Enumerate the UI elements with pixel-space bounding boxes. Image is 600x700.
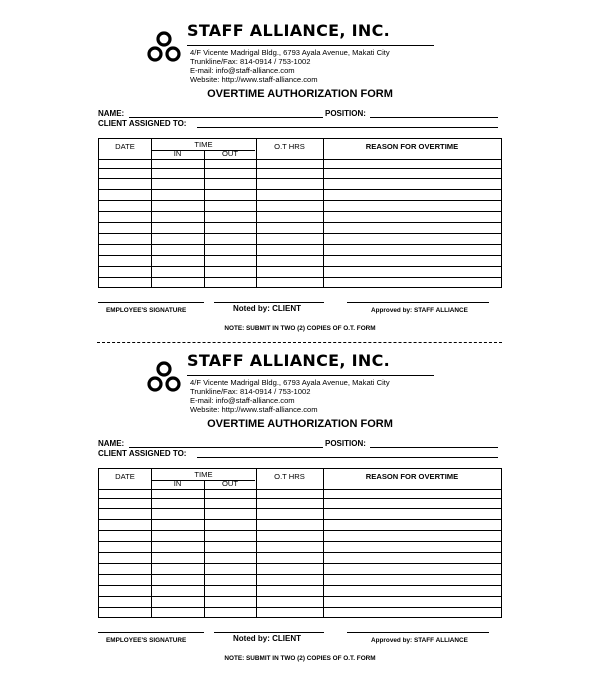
submission-note: NOTE: SUBMIT IN TWO (2) COPIES OF O.T. FORM — [224, 655, 376, 662]
cut-line-divider — [97, 342, 502, 343]
row-line — [99, 211, 501, 212]
position-field[interactable] — [370, 447, 498, 448]
row-line — [99, 222, 501, 223]
company-phone: Trunkline/Fax: 814-0914 / 753-1002 — [190, 57, 311, 66]
col-divider — [256, 469, 257, 617]
row-line — [99, 574, 501, 575]
noted-by-label: Noted by: CLIENT — [233, 304, 301, 313]
company-name: STAFF ALLIANCE, INC. — [187, 21, 390, 40]
overtime-form-copy-2 — [0, 348, 600, 678]
name-label: NAME: — [98, 439, 125, 448]
row-line — [99, 189, 501, 190]
company-email: E-mail: info@staff-alliance.com — [190, 66, 295, 75]
row-line — [99, 607, 501, 608]
col-header-out: OUT — [221, 479, 239, 488]
client-field[interactable] — [197, 127, 498, 128]
col-divider — [256, 139, 257, 287]
row-line — [99, 541, 501, 542]
company-phone: Trunkline/Fax: 814-0914 / 753-1002 — [190, 387, 311, 396]
company-address: 4/F Vicente Madrigal Bldg., 6793 Ayala Avenue, Makati City — [190, 48, 390, 57]
row-line — [99, 266, 501, 267]
position-label: POSITION: — [325, 109, 366, 118]
approval-signature-line[interactable] — [347, 302, 489, 303]
company-website: Website: http://www.staff-alliance.com — [190, 405, 318, 414]
row-line — [99, 255, 501, 256]
col-divider — [323, 139, 324, 287]
company-email: E-mail: info@staff-alliance.com — [190, 396, 295, 405]
col-header-date: DATE — [115, 472, 135, 481]
approval-signature-line[interactable] — [347, 632, 489, 633]
company-divider — [187, 45, 434, 46]
row-line — [99, 596, 501, 597]
client-label: CLIENT ASSIGNED TO: — [98, 119, 187, 128]
employee-signature-label: EMPLOYEE'S SIGNATURE — [106, 307, 187, 314]
name-field[interactable] — [129, 447, 323, 448]
employee-signature-line[interactable] — [98, 632, 204, 633]
submission-note: NOTE: SUBMIT IN TWO (2) COPIES OF O.T. FORM — [224, 325, 376, 332]
col-divider — [151, 469, 152, 617]
overtime-table — [98, 468, 502, 618]
company-website: Website: http://www.staff-alliance.com — [190, 75, 318, 84]
approved-by-label: Approved by: STAFF ALLIANCE — [371, 637, 468, 644]
form-title: OVERTIME AUTHORIZATION FORM — [207, 88, 393, 100]
position-label: POSITION: — [325, 439, 366, 448]
row-line — [99, 519, 501, 520]
company-name: STAFF ALLIANCE, INC. — [187, 351, 390, 370]
row-line — [99, 200, 501, 201]
approved-by-label: Approved by: STAFF ALLIANCE — [371, 307, 468, 314]
row-line — [99, 585, 501, 586]
row-line — [99, 233, 501, 234]
name-field[interactable] — [129, 117, 323, 118]
col-divider — [151, 139, 152, 287]
client-field[interactable] — [197, 457, 498, 458]
row-line — [99, 159, 501, 160]
col-header-out: OUT — [221, 149, 239, 158]
col-header-reason: REASON FOR OVERTIME — [365, 142, 459, 151]
company-logo-icon — [144, 30, 184, 64]
client-label: CLIENT ASSIGNED TO: — [98, 449, 187, 458]
overtime-form-copy-1 — [0, 18, 600, 348]
overtime-table — [98, 138, 502, 288]
col-header-date: DATE — [115, 142, 135, 151]
row-line — [99, 508, 501, 509]
col-header-time: TIME — [194, 140, 213, 149]
employee-signature-label: EMPLOYEE'S SIGNATURE — [106, 637, 187, 644]
col-header-in: IN — [173, 479, 182, 488]
client-signature-line[interactable] — [214, 302, 324, 303]
row-line — [99, 563, 501, 564]
row-line — [99, 178, 501, 179]
row-line — [99, 489, 501, 490]
client-signature-line[interactable] — [214, 632, 324, 633]
col-header-in: IN — [173, 149, 182, 158]
noted-by-label: Noted by: CLIENT — [233, 634, 301, 643]
company-logo-icon — [144, 360, 184, 394]
company-address: 4/F Vicente Madrigal Bldg., 6793 Ayala Avenue, Makati City — [190, 378, 390, 387]
col-divider — [323, 469, 324, 617]
row-line — [99, 277, 501, 278]
col-header-ot-hrs: O.T HRS — [274, 142, 305, 151]
form-title: OVERTIME AUTHORIZATION FORM — [207, 418, 393, 430]
row-line — [99, 244, 501, 245]
company-divider — [187, 375, 434, 376]
row-line — [99, 498, 501, 499]
col-header-time: TIME — [194, 470, 213, 479]
row-line — [99, 552, 501, 553]
row-line — [99, 168, 501, 169]
employee-signature-line[interactable] — [98, 302, 204, 303]
col-header-ot-hrs: O.T HRS — [274, 472, 305, 481]
position-field[interactable] — [370, 117, 498, 118]
col-header-reason: REASON FOR OVERTIME — [365, 472, 459, 481]
row-line — [99, 530, 501, 531]
name-label: NAME: — [98, 109, 125, 118]
